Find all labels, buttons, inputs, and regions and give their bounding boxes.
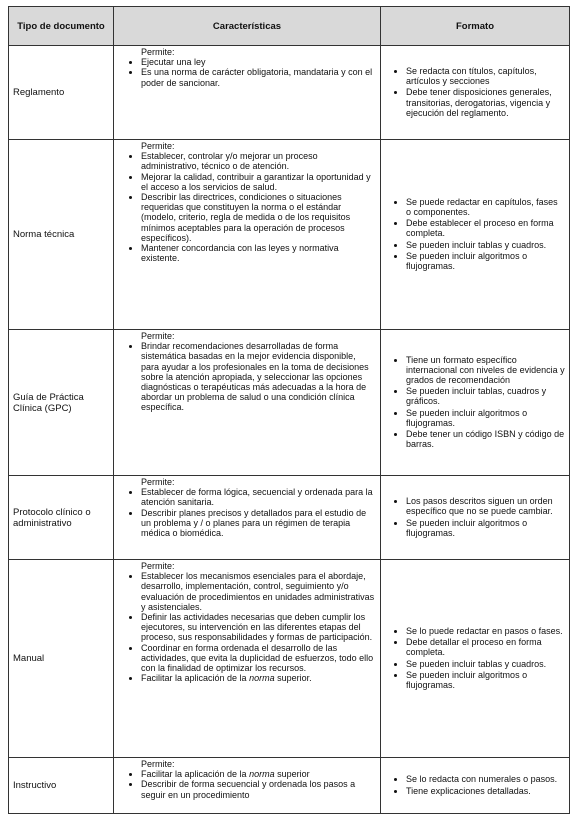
format-cell xyxy=(381,140,570,330)
format-list xyxy=(384,774,565,795)
format-list xyxy=(384,626,565,690)
document-type-cell: Instructivo xyxy=(9,758,114,814)
table-row xyxy=(9,476,570,560)
table-row xyxy=(9,140,570,330)
document-type-cell: Reglamento xyxy=(9,46,114,140)
header-document-type: Tipo de documento xyxy=(9,7,114,46)
characteristics-intro: Permite: xyxy=(141,759,175,769)
format-list xyxy=(384,66,565,118)
characteristics-intro: Permite: xyxy=(141,141,175,151)
list-item: • Se pueden incluir tablas, cuadros y gráficos. xyxy=(406,386,565,406)
list-item: • Describir planes precisos y detallados para el estudio de un problema y / o planes para un régimen de terapia médica o biomédica. xyxy=(141,508,376,539)
list-item: • Debe tener disposiciones generales, transitorias, derogatorias, vigencia y ejecución del reglamento. xyxy=(406,87,565,118)
list-item: • Se pueden incluir tablas y cuadros. xyxy=(406,240,565,250)
list-item: • Establecer de forma lógica, secuencial y ordenada para la atención sanitaria. xyxy=(141,487,376,507)
list-item: • Debe establecer el proceso en forma completa. xyxy=(406,218,565,238)
list-item: • Describir de forma secuencial y ordenada los pasos a seguir en un procedimiento xyxy=(141,779,376,799)
list-item: • Se redacta con títulos, capítulos, artículos y secciones xyxy=(406,66,565,86)
table-row xyxy=(9,560,570,758)
list-item: • Se pueden incluir algoritmos o flujogramas. xyxy=(406,251,565,271)
list-item: • Establecer los mecanismos esenciales para el abordaje, desarrollo, implementación, control, seguimiento y/o evaluación de procedimientos en unidades administrativas y asistenciales. xyxy=(141,571,376,612)
list-item: • Debe tener un código ISBN y código de barras. xyxy=(406,429,565,449)
list-item: • Describir las directrices, condiciones o situaciones requeridas que constituyen la norma o el estándar (modelo, criterio, regla de medida o de los requisitos mínimos aceptables para la operación de procesos específicos). xyxy=(141,192,376,243)
header-row xyxy=(9,7,570,46)
list-item: • Tiene explicaciones detalladas. xyxy=(406,786,565,796)
list-item: • Definir las actividades necesarias que deben cumplir los ejecutores, su intervención en las diferentes etapas del proceso, sus responsabilidades y formas de participación. xyxy=(141,612,376,643)
characteristics-list xyxy=(117,487,376,538)
list-item: • Coordinar en forma ordenada el desarrollo de las actividades, que evita la duplicidad de esfuerzos, todo ello con la finalidad de optimizar los recursos. xyxy=(141,643,376,674)
header-format: Formato xyxy=(381,7,570,46)
format-cell xyxy=(381,560,570,758)
list-item: • Mejorar la calidad, contribuir a garantizar la oportunidad y el acceso a los servicios de salud. xyxy=(141,172,376,192)
table-row xyxy=(9,330,570,476)
document-types-table xyxy=(8,6,570,814)
format-cell xyxy=(381,330,570,476)
format-cell xyxy=(381,758,570,814)
list-item: • Es una norma de carácter obligatoria, mandataria y con el poder de sancionar. xyxy=(141,67,376,87)
document-type-cell: Protocolo clínico o administrativo xyxy=(9,476,114,560)
format-list xyxy=(384,355,565,450)
characteristics-list xyxy=(117,151,376,263)
document-type-cell: Guía de Práctica Clínica (GPC) xyxy=(9,330,114,476)
format-list xyxy=(384,197,565,271)
format-cell xyxy=(381,46,570,140)
list-item: • Se pueden incluir algoritmos o flujogramas. xyxy=(406,670,565,690)
list-item: • Facilitar la aplicación de la norma superior xyxy=(141,769,376,779)
list-item: • Los pasos descritos siguen un orden específico que no se puede cambiar. xyxy=(406,496,565,516)
list-item: • Mantener concordancia con las leyes y normativa existente. xyxy=(141,243,376,263)
characteristics-list xyxy=(117,57,376,88)
document-type-cell: Norma técnica xyxy=(9,140,114,330)
format-cell xyxy=(381,476,570,560)
characteristics-intro: Permite: xyxy=(141,477,175,487)
table-row xyxy=(9,758,570,814)
characteristics-intro: Permite: xyxy=(141,47,175,57)
characteristics-cell xyxy=(114,476,381,560)
list-item: • Se pueden incluir algoritmos o flujogramas. xyxy=(406,408,565,428)
list-item: • Se lo redacta con numerales o pasos. xyxy=(406,774,565,784)
header-characteristics: Características xyxy=(114,7,381,46)
list-item: • Se pueden incluir algoritmos o flujogramas. xyxy=(406,518,565,538)
list-item: • Tiene un formato específico internacional con niveles de evidencia y grados de recomendación xyxy=(406,355,565,386)
characteristics-cell xyxy=(114,560,381,758)
list-item: • Se puede redactar en capítulos, fases o componentes. xyxy=(406,197,565,217)
characteristics-cell xyxy=(114,758,381,814)
characteristics-cell xyxy=(114,330,381,476)
list-item: • Debe detallar el proceso en forma completa. xyxy=(406,637,565,657)
characteristics-intro: Permite: xyxy=(141,331,175,341)
characteristics-intro: Permite: xyxy=(141,561,175,571)
document-type-cell: Manual xyxy=(9,560,114,758)
characteristics-list xyxy=(117,769,376,800)
table-row xyxy=(9,46,570,140)
characteristics-list xyxy=(117,341,376,412)
format-list xyxy=(384,496,565,538)
list-item: • Establecer, controlar y/o mejorar un proceso administrativo, técnico o de atención. xyxy=(141,151,376,171)
characteristics-list xyxy=(117,571,376,683)
list-item: • Se lo puede redactar en pasos o fases. xyxy=(406,626,565,636)
list-item: • Brindar recomendaciones desarrolladas de forma sistemática basadas en la mejor evidencia disponible, para ayudar a los profesionales en la toma de decisiones sobre la atención apropiada, y seleccionar las opciones diagnósticas o terapéuticas más adecuadas a la hora de abordar un problema de salud o una condición clínica específica. xyxy=(141,341,376,412)
list-item: • Ejecutar una ley xyxy=(141,57,376,67)
characteristics-cell xyxy=(114,46,381,140)
characteristics-cell xyxy=(114,140,381,330)
list-item: • Se pueden incluir tablas y cuadros. xyxy=(406,659,565,669)
list-item: • Facilitar la aplicación de la norma superior. xyxy=(141,673,376,683)
